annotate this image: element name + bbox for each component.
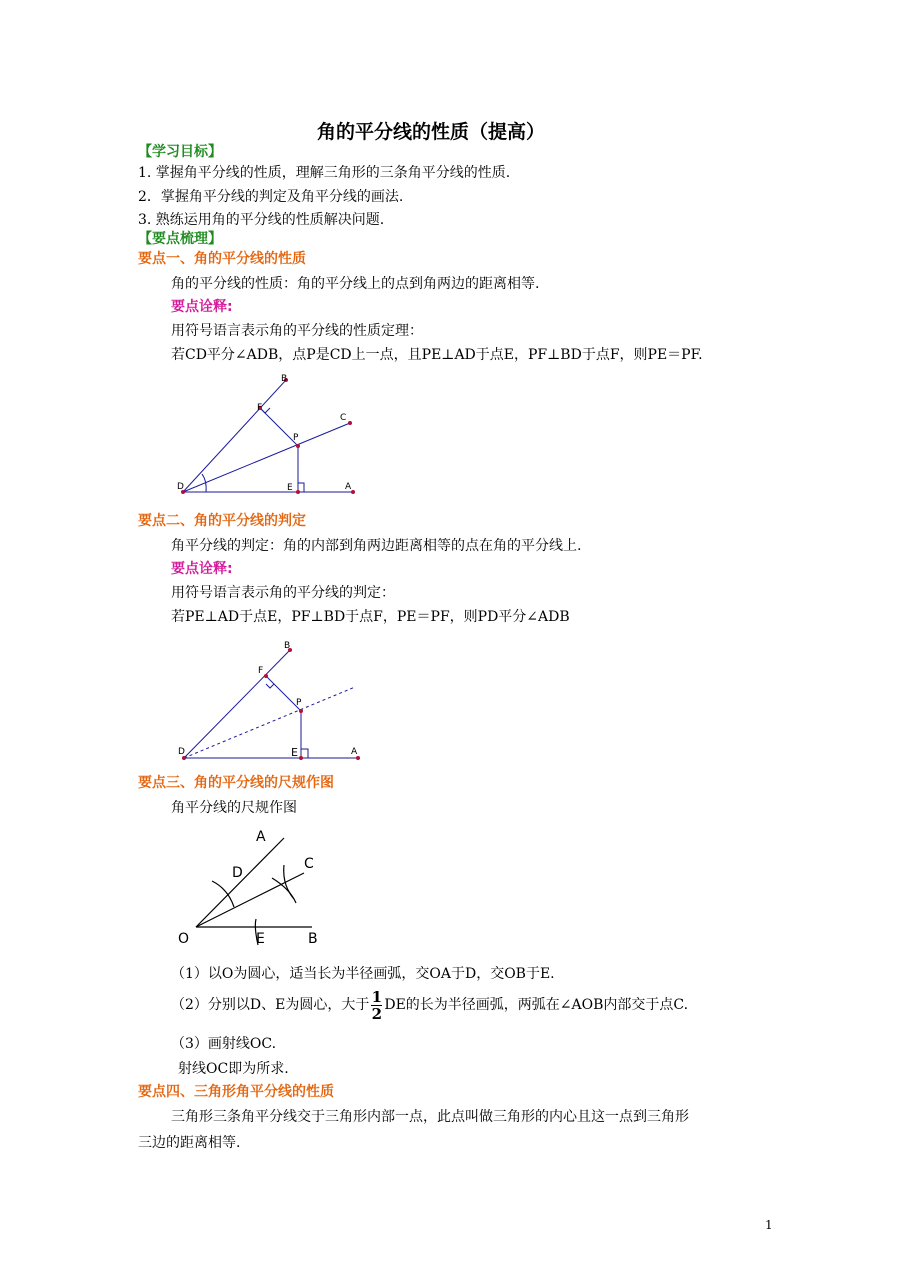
label-d-2: D xyxy=(178,747,185,757)
label-f-2: F xyxy=(258,666,264,676)
section-3-heading: 要点三、角的平分线的尺规作图 xyxy=(138,775,334,791)
label-b-3: B xyxy=(308,931,318,947)
fraction-numerator: 1 xyxy=(371,987,383,1006)
label-e: E xyxy=(287,483,293,493)
step-3: （3）画射线OC. xyxy=(171,1036,277,1052)
figure-3-compass-construction xyxy=(172,823,332,951)
section-1-line-1: 用符号语言表示角的平分线的性质定理： xyxy=(171,323,423,339)
section-2-heading: 要点二、角的平分线的判定 xyxy=(138,513,306,529)
step-conclusion: 射线OC即为所求. xyxy=(178,1061,289,1077)
label-a-3: A xyxy=(256,829,266,845)
fraction-denominator: 2 xyxy=(371,1004,383,1023)
section-4-text-2: 三边的距离相等. xyxy=(138,1135,241,1151)
goals-heading: 【学习目标】 xyxy=(138,144,222,160)
step-2-suffix: DE的长为半径画弧，两弧在∠AOB内部交于点C. xyxy=(384,997,689,1013)
goal-item-3: 3. 熟练运用角的平分线的性质解决问题. xyxy=(138,212,385,228)
section-2-text: 角平分线的判定：角的内部到角两边距离相等的点在角的平分线上. xyxy=(171,538,582,554)
fraction-one-half xyxy=(371,989,382,1022)
section-4-heading: 要点四、三角形角平分线的性质 xyxy=(138,1084,334,1100)
label-a-2: A xyxy=(351,747,358,757)
label-e-2: E xyxy=(291,746,298,759)
label-c-3: C xyxy=(304,856,314,872)
label-c: C xyxy=(340,413,347,423)
step-2 xyxy=(171,986,688,1024)
section-2-line-2: 若PE⊥AD于点E，PF⊥BD于点F，PE＝PF，则PD平分∠ADB xyxy=(171,609,570,625)
section-2-line-1: 用符号语言表示角的平分线的判定： xyxy=(171,585,395,601)
section-2-note: 要点诠释: xyxy=(171,561,233,577)
label-a: A xyxy=(345,482,352,492)
label-p: P xyxy=(293,433,299,443)
step-1: （1）以O为圆心，适当长为半径画弧，交OA于D，交OB于E. xyxy=(171,966,555,982)
figure-2-bisector-criterion xyxy=(170,632,370,767)
label-e-3: E xyxy=(256,931,265,947)
label-p-2: P xyxy=(296,698,302,708)
goal-item-1: 1. 掌握角平分线的性质，理解三角形的三条角平分线的性质. xyxy=(138,165,511,181)
section-1-note: 要点诠释: xyxy=(171,299,233,315)
label-o-3: O xyxy=(178,931,190,947)
section-1-text: 角的平分线的性质：角的平分线上的点到角两边的距离相等. xyxy=(171,276,540,292)
label-b-2: B xyxy=(284,641,291,651)
label-d: D xyxy=(177,482,184,492)
section-1-heading: 要点一、角的平分线的性质 xyxy=(138,251,306,267)
label-b: B xyxy=(281,374,288,384)
section-4-text-1: 三角形三条角平分线交于三角形内部一点，此点叫做三角形的内心且这一点到三角形 xyxy=(171,1109,689,1125)
points-heading: 【要点梳理】 xyxy=(138,231,222,247)
label-d-3: D xyxy=(232,865,243,881)
section-3-text: 角平分线的尺规作图 xyxy=(171,800,297,816)
goal-item-2: 2．掌握角平分线的判定及角平分线的画法. xyxy=(138,189,404,205)
figure-1-bisector-property xyxy=(170,368,370,503)
page-number: 1 xyxy=(765,1218,773,1232)
page-title: 角的平分线的性质（提高） xyxy=(317,121,546,143)
label-f: F xyxy=(257,403,263,413)
step-2-prefix: （2）分别以D、E为圆心，大于 xyxy=(171,997,370,1013)
section-1-line-2: 若CD平分∠ADB，点P是CD上一点，且PE⊥AD于点E，PF⊥BD于点F，则PE＝PF. xyxy=(171,347,703,363)
